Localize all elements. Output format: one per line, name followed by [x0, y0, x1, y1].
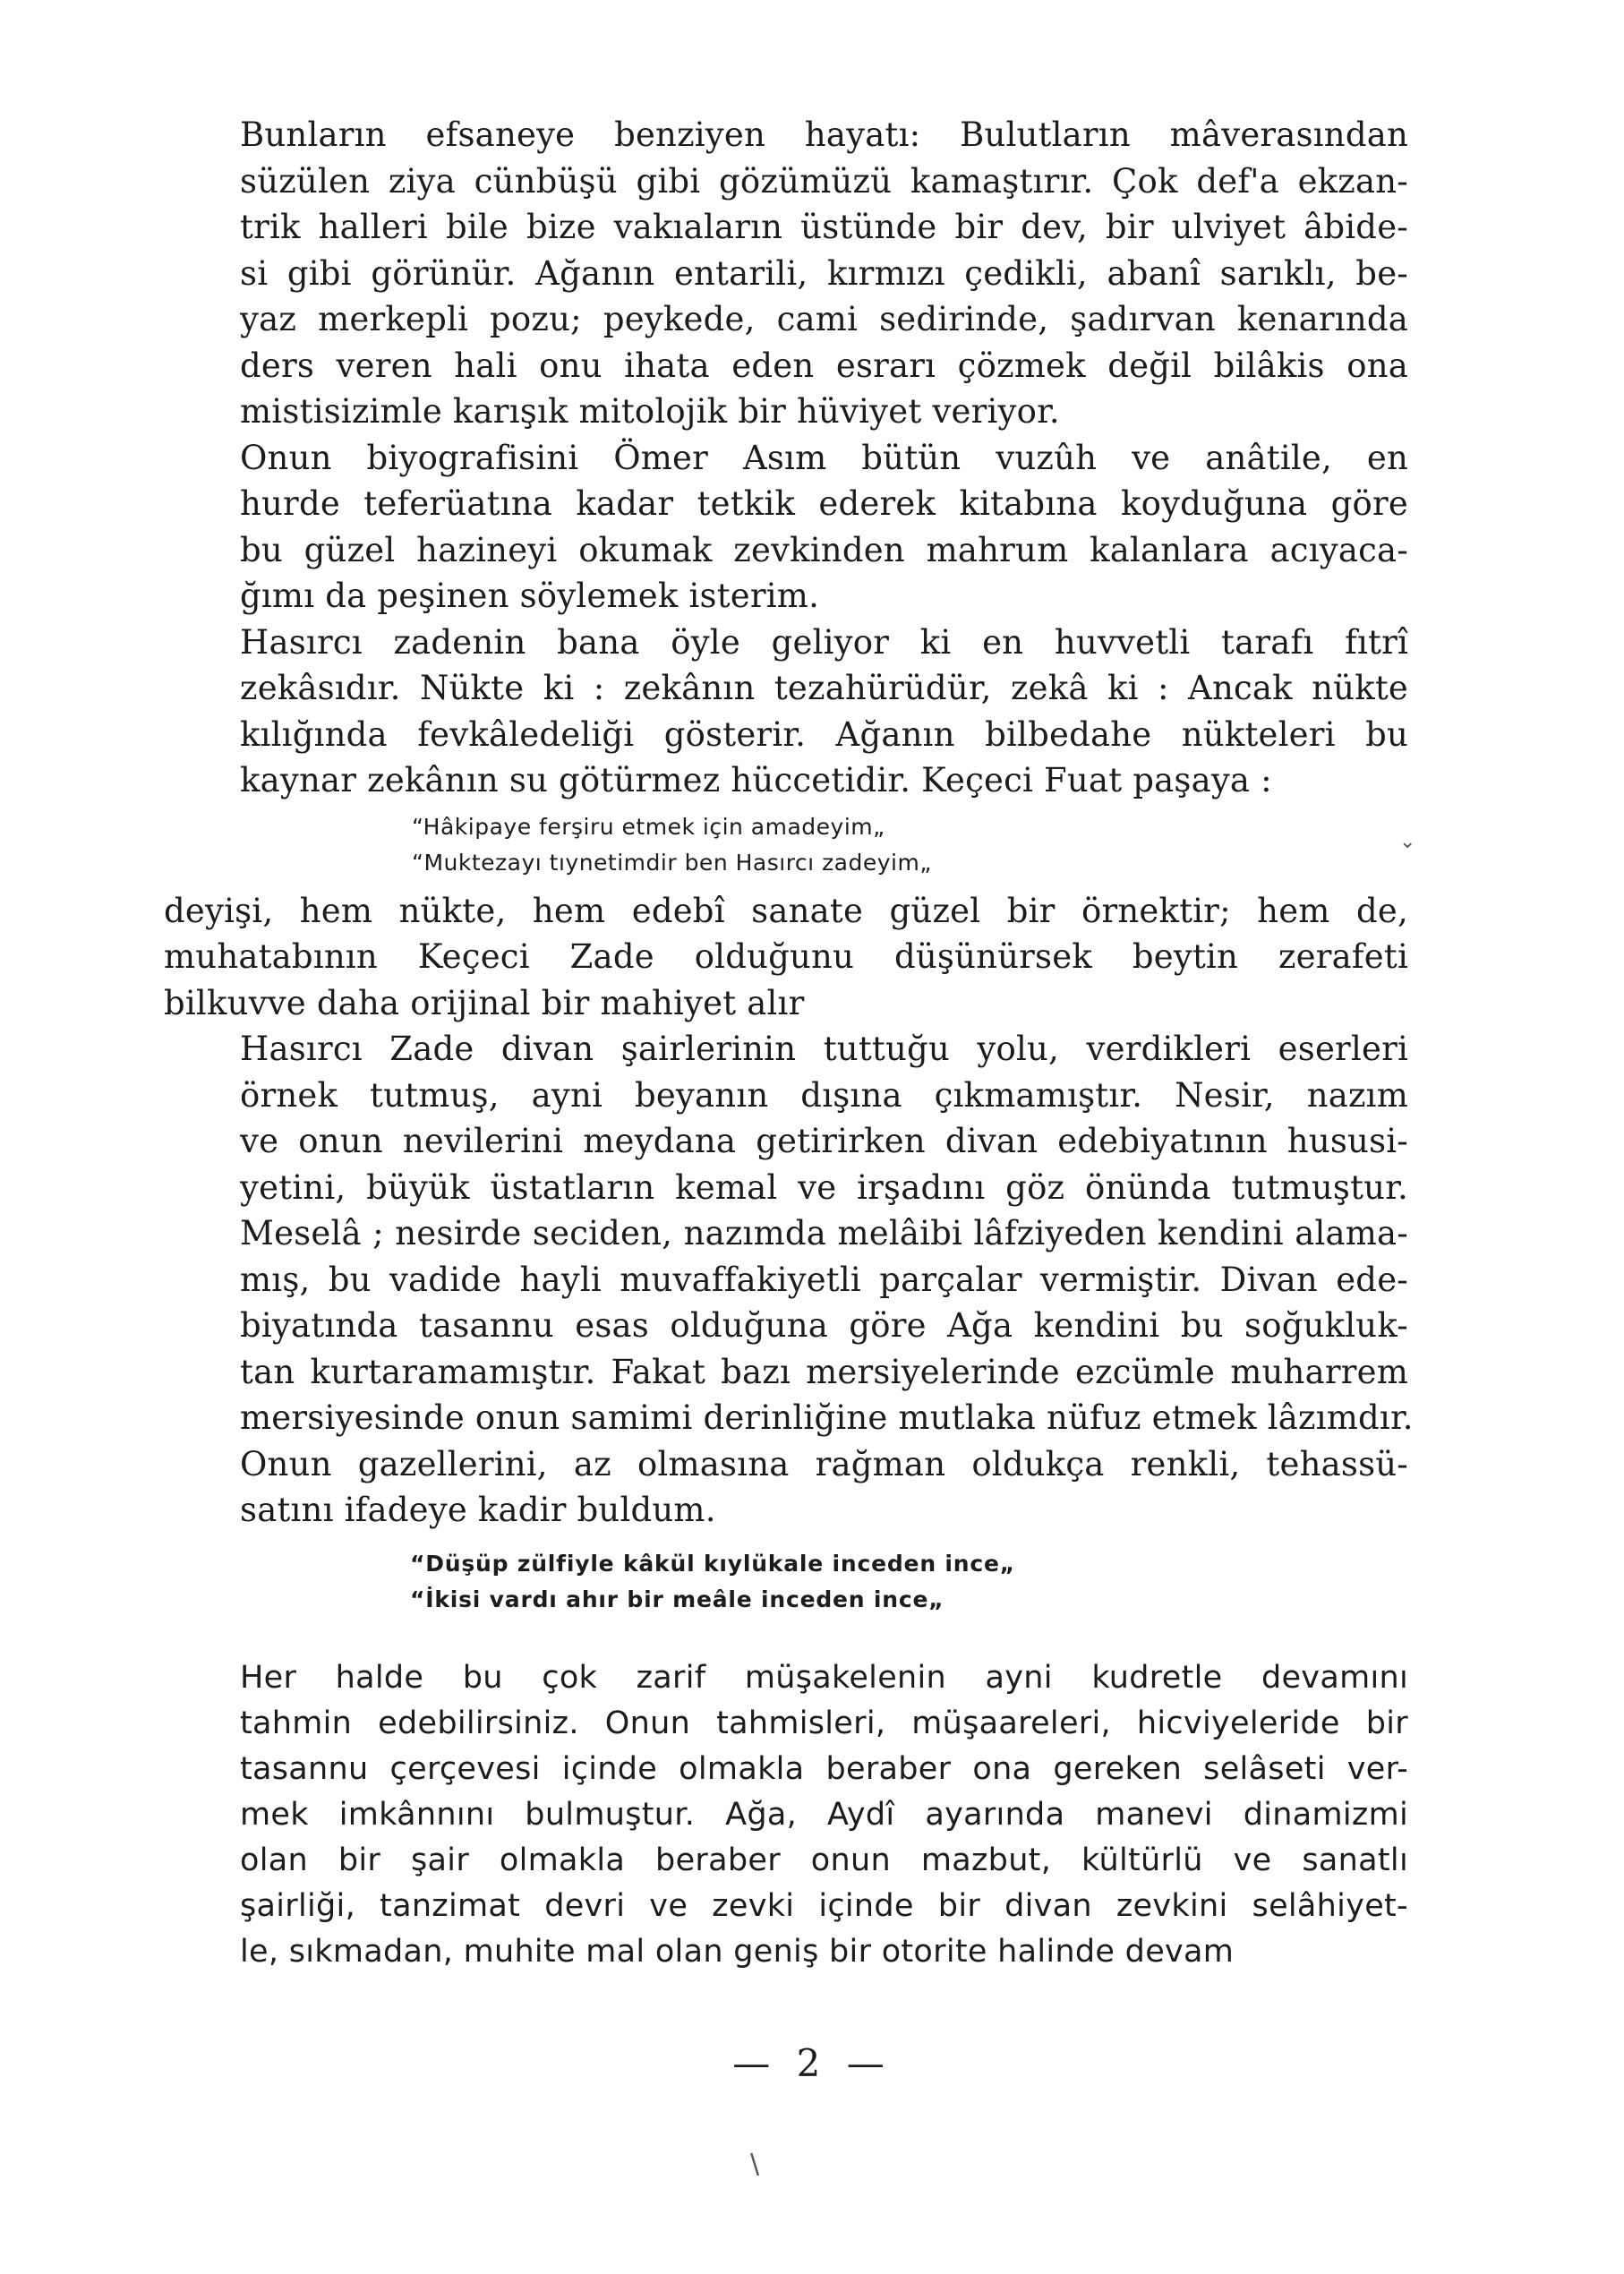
text-line: mistisizimle karışık mitolojik bir hüviyet veriyor. — [240, 392, 1060, 431]
verse-block-2 — [410, 1546, 1408, 1618]
paragraph — [164, 1026, 1414, 1441]
text-line: le, sıkmadan, muhite mal olan geniş bir otorite halinde devam — [240, 1933, 1235, 1970]
stray-mark: ⌄ — [1399, 831, 1416, 853]
text-line: Onun gazellerini, az olmasına rağman oldukça renkli, tehassü- — [240, 1444, 1408, 1483]
text-line: olan bir şair olmakla beraber onun mazbut, kültürlü ve sanatlı — [240, 1842, 1408, 1878]
page-body — [164, 112, 1414, 1975]
text-line: kılığında fevkâledeliği gösterir. Ağanın bilbedahe nükteleri bu — [240, 714, 1408, 754]
text-line: ve onun nevilerini meydana getirirken divan edebiyatının hususi- — [240, 1122, 1408, 1160]
verse-block-1 — [412, 809, 1408, 881]
text-line: örnek tutmuş, ayni beyanın dışına çıkmamıştır. Nesir, nazım — [240, 1075, 1408, 1115]
page-number: — 2 — — [732, 2041, 892, 2085]
text-line: tahmin edebilirsiniz. Onun tahmisleri, müşaareleri, hicviyeleride bir — [240, 1705, 1408, 1741]
text-section-1 — [164, 112, 1408, 804]
verse-line: “Düşüp zülfiyle kâkül kıylükale inceden ince„ — [410, 1550, 1015, 1577]
text-line: yaz merkepli pozu; peykede, cami sedirinde, şadırvan kenarında — [240, 300, 1408, 338]
text-line: Meselâ ; nesirde seciden, nazımda melâibi lâfziyeden kendini alama- — [240, 1214, 1408, 1252]
text-section-3 — [164, 1655, 1408, 1975]
paragraph — [164, 435, 1408, 620]
text-line: Onun biyografisini Ömer Asım bütün vuzûh ve anâtile, en — [240, 438, 1408, 477]
text-line: Bunların efsaneye benziyen hayatı: Bulutların mâverasından — [240, 115, 1408, 154]
text-line: tan kurtaramamıştır. Fakat bazı mersiyelerinde ezcümle muharrem — [240, 1352, 1408, 1391]
text-line: bilkuvve daha orijinal bir mahiyet alır — [164, 983, 805, 1022]
text-line: tasannu çerçevesi içinde olmakla beraber ona gereken selâseti ver- — [240, 1750, 1408, 1787]
text-line: ğımı da peşinen söylemek isterim. — [240, 577, 820, 615]
verse-line: “Hâkipaye ferşiru etmek için amadeyim„ — [412, 813, 885, 840]
text-line: ders veren hali onu ihata eden esrarı çözmek değil bilâkis ona — [240, 346, 1408, 385]
paragraph — [164, 1441, 1408, 1534]
text-line: mek imkânnını bulmuştur. Ağa, Aydî ayarında manevi dinamizmi — [240, 1796, 1408, 1833]
verse-line: “İkisi vardı ahır bir meâle inceden ince„ — [410, 1586, 944, 1612]
text-line: Hasırcı Zade divan şairlerinin tuttuğu yolu, verdikleri eserleri — [240, 1030, 1408, 1068]
text-line: mış, bu vadide hayli muvaffakiyetli parçalar vermiştir. Divan ede- — [240, 1260, 1408, 1299]
text-line: deyişi, hem nükte, hem edebî sanate güzel bir örnektir; hem de, — [164, 891, 1408, 930]
text-line: trik halleri bile bize vakıaların üstünde bir dev, bir ulviyet âbide- — [240, 208, 1408, 246]
text-line: bu güzel hazineyi okumak zevkinden mahrum kalanlara acıyaca- — [240, 530, 1408, 569]
stray-mark: \ — [750, 2149, 760, 2180]
paragraph — [164, 112, 1408, 435]
text-line: mersiyesinde onun samimi derinliğine mutlaka nüfuz etmek lâzımdır. — [240, 1398, 1414, 1437]
text-line: si gibi görünür. Ağanın entarili, kırmızı çedikli, abanî sarıklı, be- — [240, 253, 1408, 293]
paragraph — [164, 888, 1408, 1027]
text-line: biyatında tasannu esas olduğuna göre Ağa kendini bu soğukluk- — [240, 1306, 1408, 1345]
paragraph — [164, 1655, 1408, 1975]
text-line: muhatabının Keçeci Zade olduğunu düşünürsek beytin zerafeti — [164, 937, 1408, 976]
paragraph — [164, 620, 1408, 804]
text-line: yetini, büyük üstatların kemal ve irşadını göz önünda tutmuştur. — [240, 1167, 1408, 1207]
text-line: kaynar zekânın su götürmez hüccetidir. Keçeci Fuat paşaya : — [240, 761, 1272, 799]
text-line: Hasırcı zadenin bana öyle geliyor ki en huvvetli tarafı fıtrî — [240, 622, 1408, 662]
text-line: şairliği, tanzimat devri ve zevki içinde bir divan zevkini selâhiyet- — [240, 1887, 1408, 1924]
text-line: hurde teferüatına kadar tetkik ederek kitabına koyduğuna göre — [240, 484, 1408, 523]
text-line: süzülen ziya cünbüşü gibi gözümüzü kamaştırır. Çok def'a ekzan- — [240, 161, 1408, 201]
text-line: Her halde bu çok zarif müşakelenin ayni kudretle devamını — [240, 1659, 1408, 1696]
text-section-2 — [164, 888, 1414, 1534]
text-line: satını ifadeye kadir buldum. — [240, 1491, 716, 1529]
text-line: zekâsıdır. Nükte ki : zekânın tezahürüdür, zekâ ki : Ancak nükte — [240, 669, 1408, 707]
verse-line: “Muktezayı tıynetimdir ben Hasırcı zadeyim„ — [412, 849, 932, 876]
